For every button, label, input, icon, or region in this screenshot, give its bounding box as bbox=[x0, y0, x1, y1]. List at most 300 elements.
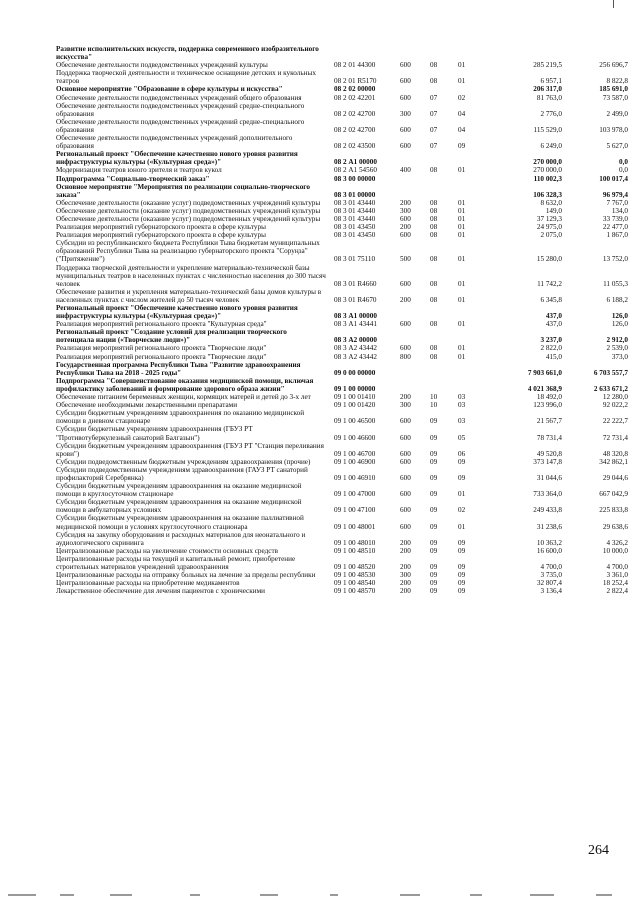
row-amount-2020: 126,0 bbox=[611, 312, 628, 321]
row-subsection: 02 bbox=[458, 506, 466, 515]
table-row bbox=[56, 547, 626, 555]
row-amount-2019: 4 021 368,9 bbox=[527, 384, 562, 393]
row-name: Реализация мероприятий регионального проекта "Творческие люди" bbox=[56, 344, 267, 353]
row-subsection: 03 bbox=[458, 393, 466, 402]
row-expense-type: 200 bbox=[400, 393, 411, 402]
row-subsection: 09 bbox=[458, 571, 466, 580]
row-name: Подпрограмма "Совершенствование оказания медицинской помощи, включая профилактику заболеваний и формирование здорового образа жизни" bbox=[56, 376, 314, 393]
row-amount-2020: 103 978,0 bbox=[599, 125, 628, 134]
row-amount-2020: 73 587,0 bbox=[602, 93, 628, 102]
row-amount-2019: 7 903 661,0 bbox=[527, 368, 562, 377]
row-subsection: 01 bbox=[458, 198, 466, 207]
row-target-code: 08 3 01 43440 bbox=[334, 214, 376, 223]
row-subsection: 03 bbox=[458, 401, 466, 410]
row-target-code: 08 3 01 43440 bbox=[334, 198, 376, 207]
row-amount-2019: 415,0 bbox=[545, 352, 562, 361]
row-section: 08 bbox=[430, 255, 438, 264]
row-name: Субсидии из республиканского бюджета Республики Тыва бюджетам муниципальных образований Республики Тыва на реализацию губернаторского проекта "Соруңза" ("Притяжение") bbox=[56, 239, 320, 264]
row-target-code: 09 1 00 48001 bbox=[334, 522, 376, 531]
row-expense-type: 200 bbox=[400, 223, 411, 232]
row-expense-type: 600 bbox=[400, 142, 411, 151]
row-amount-2020: 12 280,0 bbox=[602, 393, 628, 402]
table-row bbox=[56, 45, 626, 61]
table-row bbox=[56, 442, 626, 458]
row-name: Модернизация театров юного зрителя и театров кукол bbox=[56, 166, 222, 175]
row-target-code: 08 3 01 75110 bbox=[334, 255, 376, 264]
row-name: Обеспечение деятельности подведомственных учреждений средне-специального образования bbox=[56, 117, 305, 134]
row-name: Обеспечение деятельности подведомственных учреждений средне-специального образования bbox=[56, 101, 305, 118]
row-amount-2020: 342 862,1 bbox=[599, 457, 628, 466]
row-expense-type: 300 bbox=[400, 109, 411, 118]
row-expense-type: 600 bbox=[400, 93, 411, 102]
row-amount-2019: 3 735,0 bbox=[540, 571, 562, 580]
row-expense-type: 600 bbox=[400, 522, 411, 531]
row-subsection: 05 bbox=[458, 433, 466, 442]
row-amount-2020: 2 822,4 bbox=[606, 587, 628, 596]
row-amount-2019: 31 044,6 bbox=[536, 473, 562, 482]
table-row bbox=[56, 239, 626, 263]
row-target-code: 08 3 01 R4670 bbox=[334, 295, 377, 304]
row-amount-2020: 126,0 bbox=[611, 320, 628, 329]
row-expense-type: 600 bbox=[400, 449, 411, 458]
table-row bbox=[56, 288, 626, 304]
row-amount-2019: 270 000,0 bbox=[533, 166, 562, 175]
row-target-code: 09 1 00 46500 bbox=[334, 417, 376, 426]
row-name: Реализация мероприятий губернаторского проекта в сфере культуры bbox=[56, 231, 266, 240]
table-row bbox=[56, 514, 626, 530]
row-section: 08 bbox=[430, 223, 438, 232]
row-amount-2020: 13 752,0 bbox=[602, 255, 628, 264]
row-expense-type: 600 bbox=[400, 490, 411, 499]
row-name: Обеспечение необходимыми лекарственными препаратами bbox=[56, 401, 238, 410]
row-section: 09 bbox=[430, 506, 438, 515]
row-target-code: 08 3 01 43450 bbox=[334, 231, 376, 240]
row-target-code: 09 1 00 46700 bbox=[334, 449, 376, 458]
row-subsection: 01 bbox=[458, 166, 466, 175]
row-amount-2019: 78 731,4 bbox=[536, 433, 562, 442]
row-target-code: 09 1 00 47100 bbox=[334, 506, 376, 515]
row-section: 08 bbox=[430, 344, 438, 353]
row-target-code: 08 3 00 00000 bbox=[334, 174, 376, 183]
row-name: Субсидии бюджетным учреждениям здравоохранения по оказанию медицинской помощи в дневном стационаре bbox=[56, 409, 305, 426]
row-name: Основное мероприятие "Мероприятия по реализации социально-творческого заказа" bbox=[56, 182, 310, 199]
row-amount-2020: 6 703 557,7 bbox=[593, 368, 628, 377]
row-name: Обеспечение питанием беременных женщин, кормящих матерей и детей до 3-х лет bbox=[56, 393, 311, 402]
row-subsection: 09 bbox=[458, 473, 466, 482]
table-row bbox=[56, 102, 626, 118]
row-expense-type: 600 bbox=[400, 61, 411, 70]
row-amount-2020: 225 833,8 bbox=[599, 506, 628, 515]
row-amount-2019: 4 700,0 bbox=[540, 563, 562, 571]
row-amount-2019: 15 280,0 bbox=[536, 255, 562, 264]
row-section: 07 bbox=[430, 93, 438, 102]
row-section: 09 bbox=[430, 473, 438, 482]
row-expense-type: 600 bbox=[400, 125, 411, 134]
table-row bbox=[56, 571, 626, 579]
row-name: Субсидии бюджетным учреждениям здравоохранения (ГБУЗ РТ "Противотуберкулезный санаторий Балгазын") bbox=[56, 425, 253, 442]
row-amount-2019: 32 807,4 bbox=[536, 579, 562, 588]
row-name: Субсидия на закупку оборудования и расходных материалов для неонатального и аудиологического скрининга bbox=[56, 530, 306, 547]
row-amount-2020: 4 326,2 bbox=[606, 538, 628, 547]
row-expense-type: 600 bbox=[400, 344, 411, 353]
row-target-code: 09 1 00 48540 bbox=[334, 579, 376, 588]
row-expense-type: 300 bbox=[400, 571, 411, 580]
row-name: Обеспечение развития и укрепления материально-технической базы домов культуры в населенных пунктах с числом жителей до 50 тысяч человек bbox=[56, 287, 322, 304]
row-section: 09 bbox=[430, 563, 438, 571]
row-name: Поддержка творческой деятельности и техническое оснащение детских и кукольных театров bbox=[56, 69, 316, 86]
row-name: Поддержка творческой деятельности и укрепление материально-технической базы муниципальных театров в населенных пунктах с численностью населения до 300 тысяч человек bbox=[56, 263, 326, 288]
row-expense-type: 600 bbox=[400, 417, 411, 426]
row-section: 09 bbox=[430, 579, 438, 588]
row-amount-2019: 733 364,0 bbox=[533, 490, 562, 499]
row-subsection: 01 bbox=[458, 522, 466, 531]
row-amount-2020: 2 499,0 bbox=[606, 109, 628, 118]
row-expense-type: 600 bbox=[400, 77, 411, 86]
row-amount-2020: 2 633 671,2 bbox=[593, 384, 628, 393]
table-row bbox=[56, 215, 626, 223]
row-amount-2019: 123 996,0 bbox=[533, 401, 562, 410]
row-amount-2019: 16 600,0 bbox=[536, 546, 562, 555]
row-amount-2020: 29 044,6 bbox=[602, 473, 628, 482]
row-target-code: 09 1 00 48530 bbox=[334, 571, 376, 580]
row-amount-2019: 149,0 bbox=[545, 206, 562, 215]
row-name: Централизованные расходы на отправку больных на лечение за пределы республики bbox=[56, 571, 316, 580]
row-expense-type: 600 bbox=[400, 279, 411, 288]
row-section: 10 bbox=[430, 401, 438, 410]
row-expense-type: 600 bbox=[400, 457, 411, 466]
row-amount-2020: 1 867,0 bbox=[606, 231, 628, 240]
row-subsection: 09 bbox=[458, 563, 466, 571]
table-row bbox=[56, 531, 626, 547]
row-amount-2020: 7 767,0 bbox=[606, 198, 628, 207]
row-amount-2020: 0,0 bbox=[619, 166, 628, 175]
row-target-code: 09 1 00 01410 bbox=[334, 393, 376, 402]
row-amount-2020: 92 022,2 bbox=[602, 401, 628, 410]
row-target-code: 08 3 А2 43442 bbox=[334, 352, 377, 361]
row-amount-2019: 49 520,8 bbox=[536, 449, 562, 458]
row-amount-2020: 0,0 bbox=[619, 158, 628, 167]
row-section: 08 bbox=[430, 166, 438, 175]
table-row bbox=[56, 223, 626, 231]
row-amount-2020: 2 912,0 bbox=[606, 336, 628, 345]
row-target-code: 08 2 01 R5170 bbox=[334, 77, 377, 86]
row-amount-2020: 667 042,9 bbox=[599, 490, 628, 499]
table-row bbox=[56, 320, 626, 328]
row-subsection: 04 bbox=[458, 109, 466, 118]
row-subsection: 01 bbox=[458, 255, 466, 264]
row-amount-2020: 22 477,0 bbox=[602, 223, 628, 232]
row-section: 09 bbox=[430, 587, 438, 596]
table-row bbox=[56, 409, 626, 425]
table-row bbox=[56, 304, 626, 320]
table-row bbox=[56, 328, 626, 344]
row-subsection: 01 bbox=[458, 352, 466, 361]
row-amount-2019: 24 975,0 bbox=[536, 223, 562, 232]
table-row bbox=[56, 555, 626, 571]
row-name: Обеспечение деятельности подведомственных учреждений культуры bbox=[56, 61, 268, 70]
row-amount-2020: 4 700,0 bbox=[606, 563, 628, 571]
row-amount-2019: 285 219,5 bbox=[533, 61, 562, 70]
row-section: 08 bbox=[430, 61, 438, 70]
row-name: Централизованные расходы на текущий и капитальный ремонт, приобретение строительных материалов учреждений здравоохранения bbox=[56, 554, 296, 571]
row-subsection: 01 bbox=[458, 231, 466, 240]
row-expense-type: 200 bbox=[400, 563, 411, 571]
row-target-code: 08 3 А2 43442 bbox=[334, 344, 377, 353]
row-target-code: 09 0 00 00000 bbox=[334, 368, 376, 377]
row-name: Реализация мероприятий регионального проекта "Творческие люди" bbox=[56, 352, 267, 361]
row-section: 09 bbox=[430, 490, 438, 499]
row-amount-2020: 256 696,7 bbox=[599, 61, 628, 70]
row-amount-2019: 3 136,4 bbox=[540, 587, 562, 596]
row-name: Централизованные расходы на увеличение стоимости основных средств bbox=[56, 546, 278, 555]
row-expense-type: 400 bbox=[400, 166, 411, 175]
row-target-code: 08 2 02 00000 bbox=[334, 85, 376, 94]
table-row bbox=[56, 361, 626, 377]
row-name: Региональный проект "Обеспечение качественно нового уровня развития инфраструктуры культуры («Культурная среда»)" bbox=[56, 150, 298, 167]
row-subsection: 01 bbox=[458, 344, 466, 353]
row-expense-type: 200 bbox=[400, 546, 411, 555]
row-name: Обеспечение деятельности подведомственных учреждений общего образования bbox=[56, 93, 302, 102]
row-target-code: 09 1 00 46910 bbox=[334, 473, 376, 482]
row-amount-2019: 6 345,8 bbox=[540, 295, 562, 304]
row-target-code: 08 3 А1 00000 bbox=[334, 312, 377, 321]
row-name: Региональный проект "Обеспечение качественно нового уровня развития инфраструктуры культуры («Культурная среда»)" bbox=[56, 304, 298, 321]
row-subsection: 01 bbox=[458, 214, 466, 223]
table-row bbox=[56, 94, 626, 102]
row-section: 07 bbox=[430, 109, 438, 118]
row-subsection: 01 bbox=[458, 279, 466, 288]
row-expense-type: 800 bbox=[400, 352, 411, 361]
row-expense-type: 500 bbox=[400, 255, 411, 264]
row-name: Государственная программа Республики Тыва "Развитие здравоохранения Республики Тыва на 2018 - 2025 годы" bbox=[56, 360, 301, 377]
row-expense-type: 300 bbox=[400, 401, 411, 410]
table-row bbox=[56, 264, 626, 288]
row-section: 09 bbox=[430, 538, 438, 547]
table-row bbox=[56, 118, 626, 134]
row-name: Реализация мероприятий губернаторского проекта в сфере культуры bbox=[56, 223, 266, 232]
row-section: 08 bbox=[430, 352, 438, 361]
row-target-code: 09 1 00 48570 bbox=[334, 587, 376, 596]
table-row bbox=[56, 425, 626, 441]
table-row bbox=[56, 401, 626, 409]
row-target-code: 08 3 А1 43441 bbox=[334, 320, 377, 329]
row-target-code: 08 2 02 43500 bbox=[334, 142, 376, 151]
row-name: Субсидии бюджетным учреждениям здравоохранения на оказание медицинской помощи в круглосуточном стационаре bbox=[56, 482, 302, 499]
row-subsection: 02 bbox=[458, 93, 466, 102]
row-target-code: 08 3 А2 00000 bbox=[334, 336, 377, 345]
row-expense-type: 600 bbox=[400, 231, 411, 240]
row-amount-2019: 21 567,7 bbox=[536, 417, 562, 426]
table-row bbox=[56, 69, 626, 85]
row-section: 10 bbox=[430, 393, 438, 402]
row-amount-2020: 72 731,4 bbox=[602, 433, 628, 442]
row-amount-2020: 33 739,0 bbox=[602, 214, 628, 223]
table-row bbox=[56, 587, 626, 595]
table-row bbox=[56, 393, 626, 401]
row-section: 08 bbox=[430, 206, 438, 215]
row-amount-2020: 11 055,3 bbox=[603, 279, 628, 288]
table-row bbox=[56, 377, 626, 393]
row-subsection: 01 bbox=[458, 77, 466, 86]
row-section: 08 bbox=[430, 198, 438, 207]
row-name: Субсидии подведомственным учреждениям здравоохранения (ГАУЗ РТ санаторий профилакторий Серебрянка) bbox=[56, 465, 308, 482]
row-expense-type: 600 bbox=[400, 506, 411, 515]
row-subsection: 01 bbox=[458, 206, 466, 215]
row-name: Обеспечение деятельности (оказание услуг) подведомственных учреждений культуры bbox=[56, 206, 321, 215]
row-section: 08 bbox=[430, 320, 438, 329]
table-row bbox=[56, 150, 626, 166]
row-name: Обеспечение деятельности (оказание услуг) подведомственных учреждений культуры bbox=[56, 214, 321, 223]
row-target-code: 08 2 02 42700 bbox=[334, 109, 376, 118]
row-section: 09 bbox=[430, 417, 438, 426]
row-expense-type: 200 bbox=[400, 198, 411, 207]
row-amount-2019: 8 632,0 bbox=[540, 198, 562, 207]
row-amount-2019: 2 075,0 bbox=[540, 231, 562, 240]
row-amount-2020: 373,0 bbox=[611, 352, 628, 361]
row-subsection: 01 bbox=[458, 223, 466, 232]
row-section: 08 bbox=[430, 279, 438, 288]
row-expense-type: 600 bbox=[400, 473, 411, 482]
row-target-code: 09 1 00 46600 bbox=[334, 433, 376, 442]
row-amount-2020: 2 539,0 bbox=[606, 344, 628, 353]
row-amount-2020: 134,0 bbox=[611, 206, 628, 215]
scan-mark bbox=[613, 0, 614, 8]
row-amount-2019: 6 957,1 bbox=[540, 77, 562, 86]
row-expense-type: 200 bbox=[400, 538, 411, 547]
row-name: Субсидии бюджетным учреждениям здравоохранения на оказание паллиативной медицинской помощи в условиях круглосуточного стационара bbox=[56, 514, 304, 531]
row-target-code: 08 2 А1 54560 bbox=[334, 166, 377, 175]
row-amount-2019: 106 328,3 bbox=[533, 190, 562, 199]
row-target-code: 08 2 01 44300 bbox=[334, 61, 376, 70]
table-row bbox=[56, 231, 626, 239]
row-target-code: 08 2 А1 00000 bbox=[334, 158, 377, 167]
row-amount-2020: 8 822,8 bbox=[606, 77, 628, 86]
row-amount-2020: 96 979,4 bbox=[602, 190, 628, 199]
row-target-code: 08 3 01 43440 bbox=[334, 206, 376, 215]
row-subsection: 09 bbox=[458, 587, 466, 596]
row-section: 09 bbox=[430, 571, 438, 580]
row-subsection: 09 bbox=[458, 142, 466, 151]
row-amount-2019: 270 000,0 bbox=[533, 158, 562, 167]
row-section: 08 bbox=[430, 77, 438, 86]
table-row bbox=[56, 175, 626, 183]
table-row bbox=[56, 353, 626, 361]
row-subsection: 04 bbox=[458, 125, 466, 134]
row-subsection: 01 bbox=[458, 61, 466, 70]
row-name: Лекарственное обеспечение для лечения пациентов с хроническими bbox=[56, 587, 265, 596]
row-section: 07 bbox=[430, 125, 438, 134]
row-subsection: 09 bbox=[458, 579, 466, 588]
row-expense-type: 200 bbox=[400, 295, 411, 304]
row-expense-type: 300 bbox=[400, 206, 411, 215]
row-amount-2020: 10 000,0 bbox=[602, 546, 628, 555]
row-amount-2019: 2 822,0 bbox=[540, 344, 562, 353]
row-name: Субсидии подведомственным бюджетным учреждениям здравоохранения (прочие) bbox=[56, 457, 311, 466]
row-amount-2019: 11 742,2 bbox=[537, 279, 562, 288]
row-section: 09 bbox=[430, 457, 438, 466]
row-name: Обеспечение деятельности подведомственных учреждений дополнительного образования bbox=[56, 134, 293, 151]
row-subsection: 09 bbox=[458, 546, 466, 555]
row-name: Региональный проект "Создание условий для реализации творческого потенциала нации («Творческие люди»)" bbox=[56, 328, 287, 345]
table-row bbox=[56, 498, 626, 514]
table-row bbox=[56, 344, 626, 352]
table-row bbox=[56, 166, 626, 174]
row-amount-2019: 2 776,0 bbox=[540, 109, 562, 118]
row-amount-2020: 5 627,0 bbox=[606, 142, 628, 151]
row-amount-2020: 22 222,7 bbox=[602, 417, 628, 426]
row-section: 09 bbox=[430, 546, 438, 555]
row-expense-type: 200 bbox=[400, 579, 411, 588]
row-target-code: 08 3 01 00000 bbox=[334, 190, 376, 199]
row-name: Подпрограмма "Социально-творческий заказ" bbox=[56, 174, 210, 183]
row-target-code: 09 1 00 48510 bbox=[334, 546, 376, 555]
row-name: Развитие исполнительских искусств, поддержка современного изобразительного искусства" bbox=[56, 45, 319, 62]
row-amount-2019: 6 249,0 bbox=[540, 142, 562, 151]
row-amount-2020: 18 252,4 bbox=[602, 579, 628, 588]
row-section: 08 bbox=[430, 214, 438, 223]
budget-table bbox=[56, 45, 626, 595]
row-expense-type: 600 bbox=[400, 320, 411, 329]
row-amount-2019: 37 129,3 bbox=[536, 214, 562, 223]
row-subsection: 09 bbox=[458, 457, 466, 466]
row-amount-2019: 115 529,0 bbox=[533, 125, 562, 134]
table-row bbox=[56, 134, 626, 150]
row-amount-2019: 10 363,2 bbox=[536, 538, 562, 547]
row-amount-2019: 206 317,0 bbox=[533, 85, 562, 94]
table-row bbox=[56, 207, 626, 215]
row-amount-2019: 18 492,0 bbox=[536, 393, 562, 402]
row-name: Субсидии бюджетным учреждениям здравоохранения на оказание медицинской помощи в амбулаторных условиях bbox=[56, 498, 302, 515]
row-amount-2020: 6 188,2 bbox=[606, 295, 628, 304]
table-row bbox=[56, 183, 626, 199]
row-name: Основное мероприятие "Образование в сфере культуры и искусства" bbox=[56, 85, 283, 94]
row-amount-2019: 110 002,3 bbox=[533, 174, 562, 183]
row-target-code: 08 2 02 42700 bbox=[334, 125, 376, 134]
row-name: Централизованные расходы на приобретение медикаментов bbox=[56, 579, 240, 588]
row-target-code: 08 3 01 R4660 bbox=[334, 279, 377, 288]
row-amount-2019: 437,0 bbox=[545, 312, 562, 321]
row-amount-2019: 31 238,6 bbox=[536, 522, 562, 531]
row-name: Обеспечение деятельности (оказание услуг) подведомственных учреждений культуры bbox=[56, 198, 321, 207]
row-name: Субсидии бюджетным учреждениям здравоохранения (ГБУЗ РТ "Станция переливания крови") bbox=[56, 441, 324, 458]
footer-scan-artifacts bbox=[0, 890, 635, 902]
table-row bbox=[56, 466, 626, 482]
row-amount-2020: 48 320,8 bbox=[602, 449, 628, 458]
row-target-code: 09 1 00 48520 bbox=[334, 563, 376, 571]
table-row bbox=[56, 579, 626, 587]
row-target-code: 09 1 00 48010 bbox=[334, 538, 376, 547]
row-subsection: 01 bbox=[458, 490, 466, 499]
table-row bbox=[56, 85, 626, 93]
row-target-code: 09 1 00 47000 bbox=[334, 490, 376, 499]
row-amount-2020: 29 638,6 bbox=[602, 522, 628, 531]
row-amount-2019: 249 433,8 bbox=[533, 506, 562, 515]
row-expense-type: 600 bbox=[400, 214, 411, 223]
row-amount-2020: 3 361,0 bbox=[606, 571, 628, 580]
row-section: 08 bbox=[430, 295, 438, 304]
table-row bbox=[56, 482, 626, 498]
table-row bbox=[56, 61, 626, 69]
row-subsection: 01 bbox=[458, 320, 466, 329]
row-subsection: 09 bbox=[458, 538, 466, 547]
row-expense-type: 200 bbox=[400, 587, 411, 596]
row-section: 07 bbox=[430, 142, 438, 151]
row-amount-2019: 437,0 bbox=[545, 320, 562, 329]
row-target-code: 09 1 00 01420 bbox=[334, 401, 376, 410]
row-subsection: 03 bbox=[458, 417, 466, 426]
row-section: 08 bbox=[430, 231, 438, 240]
row-section: 09 bbox=[430, 522, 438, 531]
